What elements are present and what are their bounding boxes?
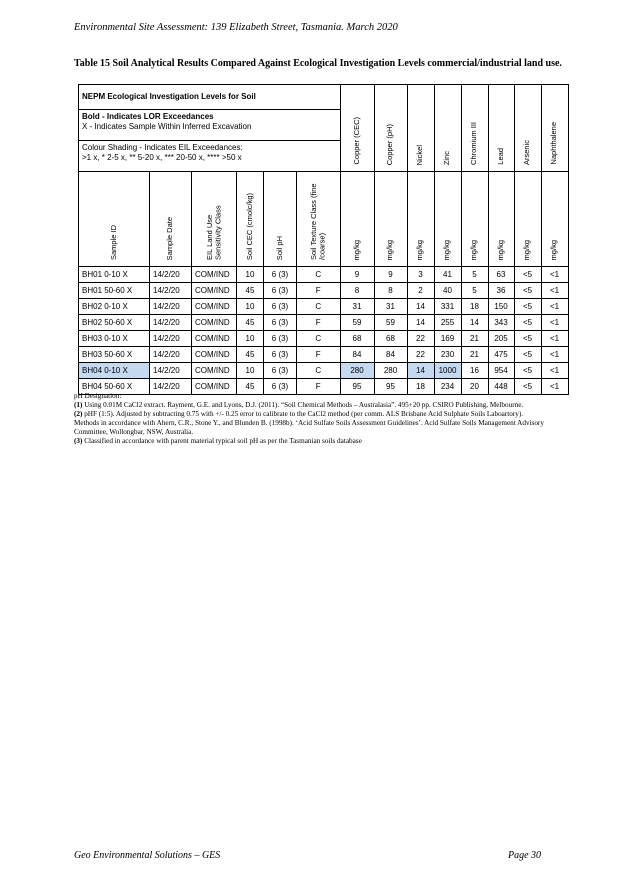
table-cell: 45 — [237, 379, 264, 395]
table-cell: 6 (3) — [264, 267, 297, 283]
table-row — [79, 315, 569, 331]
header-soil-texture — [297, 172, 341, 267]
info-shade-line2: >1 x, * 2-5 x, ** 5-20 x, *** 20-50 x, **** >50 x — [82, 153, 242, 162]
info-shading-cell — [79, 141, 341, 172]
header-copper-cec — [340, 85, 374, 172]
header-soil-cec — [237, 172, 264, 267]
unit-cell — [407, 172, 434, 267]
header-label: Nickel — [415, 144, 425, 165]
unit-cell — [488, 172, 514, 267]
table-cell: C — [297, 363, 341, 379]
table-cell: COM/IND — [192, 267, 237, 283]
unit-cell — [541, 172, 568, 267]
table-cell: <1 — [541, 283, 568, 299]
info-title-cell — [79, 85, 341, 110]
table-cell: COM/IND — [192, 283, 237, 299]
table-cell: 14 — [461, 315, 488, 331]
table-cell: 20 — [461, 379, 488, 395]
header-label: Arsenic — [522, 139, 532, 165]
header-nickel — [407, 85, 434, 172]
table-cell: C — [297, 331, 341, 347]
table-cell: 68 — [340, 331, 374, 347]
table-cell: F — [297, 347, 341, 363]
table-cell: 59 — [374, 315, 407, 331]
footer-company: Geo Environmental Solutions – GES — [74, 850, 221, 861]
table-cell: 95 — [374, 379, 407, 395]
table-cell: 343 — [488, 315, 514, 331]
table-cell: C — [297, 267, 341, 283]
table-row — [79, 363, 569, 379]
table-cell: 8 — [340, 283, 374, 299]
table-cell: 41 — [434, 267, 461, 283]
header-label: Copper (CEC) — [351, 117, 361, 165]
table-cell: 280 — [374, 363, 407, 379]
note-2 — [74, 410, 549, 437]
unit-label: mg/kg — [415, 239, 425, 260]
unit-label: mg/kg — [469, 239, 479, 260]
table-cell: 36 — [488, 283, 514, 299]
table-cell: 14/2/20 — [150, 331, 192, 347]
table-cell: 2 — [407, 283, 434, 299]
table-cell: 40 — [434, 283, 461, 299]
table-cell: 21 — [461, 347, 488, 363]
header-label: Sample Date — [165, 216, 175, 260]
table-cell: 10 — [237, 363, 264, 379]
unit-label: mg/kg — [442, 239, 452, 260]
table-cell: <5 — [514, 347, 541, 363]
header-label: Chromium III — [469, 122, 479, 165]
table-cell: <1 — [541, 379, 568, 395]
header-label: Zinc — [442, 150, 452, 165]
header-label: Soil CEC (cmolc/kg) — [244, 192, 254, 260]
table-cell: COM/IND — [192, 331, 237, 347]
table-row — [79, 267, 569, 283]
table-cell: BH04 50-60 X — [79, 379, 150, 395]
table-cell: COM/IND — [192, 315, 237, 331]
table-cell: 6 (3) — [264, 315, 297, 331]
table-cell: 205 — [488, 331, 514, 347]
table-cell: 9 — [340, 267, 374, 283]
note-3-text: Classified in accordance with parent material typical soil pH as per the Tasmanian soils database — [82, 437, 362, 445]
table-cell: 14/2/20 — [150, 283, 192, 299]
info-title: NEPM Ecological Investigation Levels for Soil — [82, 92, 256, 101]
table-cell: 10 — [237, 331, 264, 347]
table-cell: 280 — [340, 363, 374, 379]
table-cell: 6 (3) — [264, 347, 297, 363]
table-row — [79, 299, 569, 315]
header-label: Sample ID — [108, 224, 118, 260]
table-cell: 84 — [374, 347, 407, 363]
header-label: Copper (pH) — [385, 123, 395, 165]
header-label: Soil Texture Class (fine /coarse) — [308, 183, 327, 260]
table-cell: 6 (3) — [264, 331, 297, 347]
table-cell: COM/IND — [192, 363, 237, 379]
table-cell: 14/2/20 — [150, 315, 192, 331]
table-cell: 14 — [407, 315, 434, 331]
note-2-text: pHF (1:5). Adjusted by subtracting 0.75 with +/- 0.25 error to calibrate to the CaCl2 method (per comm. ALS Brisbane Acid Sulphate Soils Laboartory). Methods in accordance with Ahern, C.R., Stone Y., and Blunden B. (1998b). ‘Acid Sulfate Soils Assessment Guidelines’. Acid Sulfate Soils Management Advisory Committee, Wollongbar, NSW, Australia. — [74, 410, 544, 436]
header-soil-ph — [264, 172, 297, 267]
header-label: Lead — [495, 148, 505, 165]
table-cell: 8 — [374, 283, 407, 299]
table-cell: 1000 — [434, 363, 461, 379]
header-lead — [488, 85, 514, 172]
table-cell: 84 — [340, 347, 374, 363]
info-bold-line: Bold - Indicates LOR Exceedances — [82, 112, 214, 121]
table-cell: 18 — [407, 379, 434, 395]
header-sample-id — [79, 172, 150, 267]
table-cell: <1 — [541, 299, 568, 315]
table-cell: C — [297, 299, 341, 315]
page-header: Environmental Site Assessment: 139 Elizabeth Street, Tasmania. March 2020 — [74, 22, 398, 33]
table-cell: <5 — [514, 283, 541, 299]
table-cell: 14 — [407, 299, 434, 315]
header-arsenic — [514, 85, 541, 172]
table-cell: 331 — [434, 299, 461, 315]
table-cell: 3 — [407, 267, 434, 283]
header-copper-ph — [374, 85, 407, 172]
notes-heading: pH Designation: — [74, 392, 122, 400]
note-3-mark: (3) — [74, 437, 83, 445]
table-cell: 14/2/20 — [150, 267, 192, 283]
table-cell: 45 — [237, 315, 264, 331]
table-cell: COM/IND — [192, 379, 237, 395]
header-chromium — [461, 85, 488, 172]
table-cell: BH02 0-10 X — [79, 299, 150, 315]
table-cell: 255 — [434, 315, 461, 331]
info-x-line: X - Indicates Sample Within Inferred Excavation — [82, 122, 252, 131]
table-cell: 31 — [340, 299, 374, 315]
unit-label: mg/kg — [549, 239, 559, 260]
table-cell: 6 (3) — [264, 299, 297, 315]
table-cell: 9 — [374, 267, 407, 283]
table-cell: 14/2/20 — [150, 299, 192, 315]
table-row — [79, 283, 569, 299]
table-cell: <5 — [514, 331, 541, 347]
footnotes — [74, 392, 549, 446]
table-cell: <1 — [541, 347, 568, 363]
table-cell: BH03 50-60 X — [79, 347, 150, 363]
table-cell: <5 — [514, 299, 541, 315]
table-cell: 59 — [340, 315, 374, 331]
table-cell: 5 — [461, 267, 488, 283]
table-caption: Table 15 Soil Analytical Results Compared Against Ecological Investigation Levels commercial/industrial land use. — [74, 58, 562, 69]
table-cell: 5 — [461, 283, 488, 299]
table-cell: 14/2/20 — [150, 379, 192, 395]
note-2-mark: (2) — [74, 410, 83, 418]
table-cell: 150 — [488, 299, 514, 315]
unit-label: mg/kg — [495, 239, 505, 260]
header-label: Soil pH — [274, 235, 284, 260]
table-cell: <1 — [541, 331, 568, 347]
table-cell: 14 — [407, 363, 434, 379]
table-cell: F — [297, 283, 341, 299]
unit-label: mg/kg — [522, 239, 532, 260]
table-cell: <1 — [541, 315, 568, 331]
eil-results-table — [78, 84, 569, 395]
table-cell: 68 — [374, 331, 407, 347]
table-cell: COM/IND — [192, 299, 237, 315]
header-sample-date — [150, 172, 192, 267]
note-1-mark: (1) — [74, 401, 83, 409]
table-cell: <1 — [541, 267, 568, 283]
table-cell: 16 — [461, 363, 488, 379]
table-cell: 14/2/20 — [150, 363, 192, 379]
table-cell: 18 — [461, 299, 488, 315]
table-cell: 954 — [488, 363, 514, 379]
info-legend-cell — [79, 110, 341, 141]
unit-label: mg/kg — [385, 239, 395, 260]
table-cell: F — [297, 379, 341, 395]
table-cell: BH04 0-10 X — [79, 363, 150, 379]
table-cell: 475 — [488, 347, 514, 363]
table-cell: 169 — [434, 331, 461, 347]
header-naphthalene — [541, 85, 568, 172]
table-cell: BH02 50-60 X — [79, 315, 150, 331]
table-cell: 6 (3) — [264, 363, 297, 379]
footer-page-number: Page 30 — [508, 850, 542, 861]
unit-cell — [461, 172, 488, 267]
header-land-use-class — [192, 172, 237, 267]
table-cell: BH01 50-60 X — [79, 283, 150, 299]
table-cell: 234 — [434, 379, 461, 395]
note-1 — [74, 401, 549, 410]
table-cell: 448 — [488, 379, 514, 395]
table-cell: <1 — [541, 363, 568, 379]
table-cell: 63 — [488, 267, 514, 283]
table-cell: 22 — [407, 347, 434, 363]
header-label: Naphthalene — [549, 122, 559, 165]
table-cell: <5 — [514, 267, 541, 283]
header-zinc — [434, 85, 461, 172]
info-shade-line1: Colour Shading - Indicates EIL Exceedances: — [82, 143, 243, 152]
table-cell: <5 — [514, 315, 541, 331]
table-cell: 21 — [461, 331, 488, 347]
unit-cell — [340, 172, 374, 267]
table-cell: <5 — [514, 363, 541, 379]
unit-label: mg/kg — [351, 239, 361, 260]
table-cell: BH01 0-10 X — [79, 267, 150, 283]
table-cell: 45 — [237, 283, 264, 299]
unit-cell — [434, 172, 461, 267]
note-1-text: Using 0.01M CaCl2 extract. Rayment, G.E. and Lyons, D.J. (2011). “Soil Chemical Methods – Australasia”. 495+20 pp. CSIRO Publishing, Melbourne. — [82, 401, 524, 409]
table-cell: 95 — [340, 379, 374, 395]
table-cell: <5 — [514, 379, 541, 395]
table-cell: 6 (3) — [264, 379, 297, 395]
table-cell: 31 — [374, 299, 407, 315]
table-cell: 22 — [407, 331, 434, 347]
table-cell: 230 — [434, 347, 461, 363]
table-cell: 10 — [237, 299, 264, 315]
unit-cell — [514, 172, 541, 267]
table-cell: 14/2/20 — [150, 347, 192, 363]
header-label: EIL Land Use Sensitivity Class — [204, 205, 222, 260]
table-cell: COM/IND — [192, 347, 237, 363]
table-cell: 45 — [237, 347, 264, 363]
table-cell: 6 (3) — [264, 283, 297, 299]
table-row — [79, 331, 569, 347]
table-cell: BH03 0-10 X — [79, 331, 150, 347]
table-cell: 10 — [237, 267, 264, 283]
table-cell: F — [297, 315, 341, 331]
table-row — [79, 347, 569, 363]
unit-cell — [374, 172, 407, 267]
note-3 — [74, 437, 549, 446]
